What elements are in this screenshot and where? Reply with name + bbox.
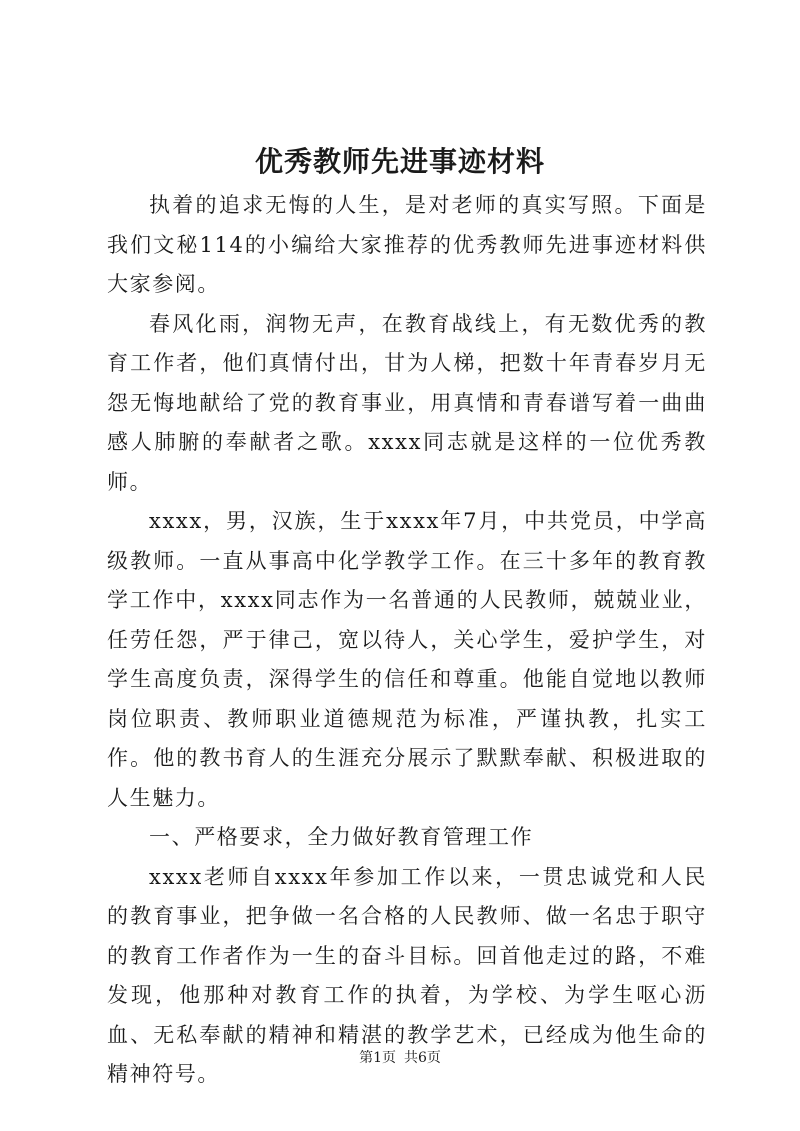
document-title: 优秀教师先进事迹材料: [254, 145, 545, 178]
paragraph-intro: 执着的追求无悔的人生，是对老师的真实写照。下面是我们文秘114的小编给大家推荐的优秀教师先进事迹材料供大家参阅。: [107, 193, 707, 296]
paragraph-profile: xxxx，男，汉族，生于xxxx年7月，中共党员，中学高级教师。一直从事高中化学教学工作。在三十多年的教育教学工作中，xxxx同志作为一名普通的人民教师，兢兢业业，任劳任怨，严于律己，宽以待人，关心学生，爱护学生，对学生高度负责，深得学生的信任和尊重。他能自觉地以教师岗位职责、教师职业道德规范为标准，严谨执教，扎实工作。他的教书育人的生涯充分展示了默默奉献、积极进取的人生魅力。: [107, 509, 707, 810]
page-number: 第1页: [359, 1050, 396, 1066]
page-footer: [0, 1048, 800, 1068]
section-heading: 一、严格要求，全力做好教育管理工作: [149, 825, 534, 849]
page-total: 共6页: [404, 1050, 441, 1066]
paragraph-career: xxxx老师自xxxx年参加工作以来，一贯忠诚党和人民的教育事业，把争做一名合格的人民教师、做一名忠于职守的教育工作者作为一生的奋斗目标。回首他走过的路，不难发现，他那种对教育工作的执着，为学校、为学生呕心沥血、无私奉献的精神和精湛的教学艺术，已经成为他生命的精神符号。: [107, 864, 707, 1086]
paragraph-spring: 春风化雨，润物无声，在教育战线上，有无数优秀的教育工作者，他们真情付出，甘为人梯，把数十年青春岁月无怨无悔地献给了党的教育事业，用真情和青春谱写着一曲曲感人肺腑的奉献者之歌。xxxx同志就是这样的一位优秀教师。: [107, 311, 707, 494]
document-body: [107, 186, 707, 1095]
